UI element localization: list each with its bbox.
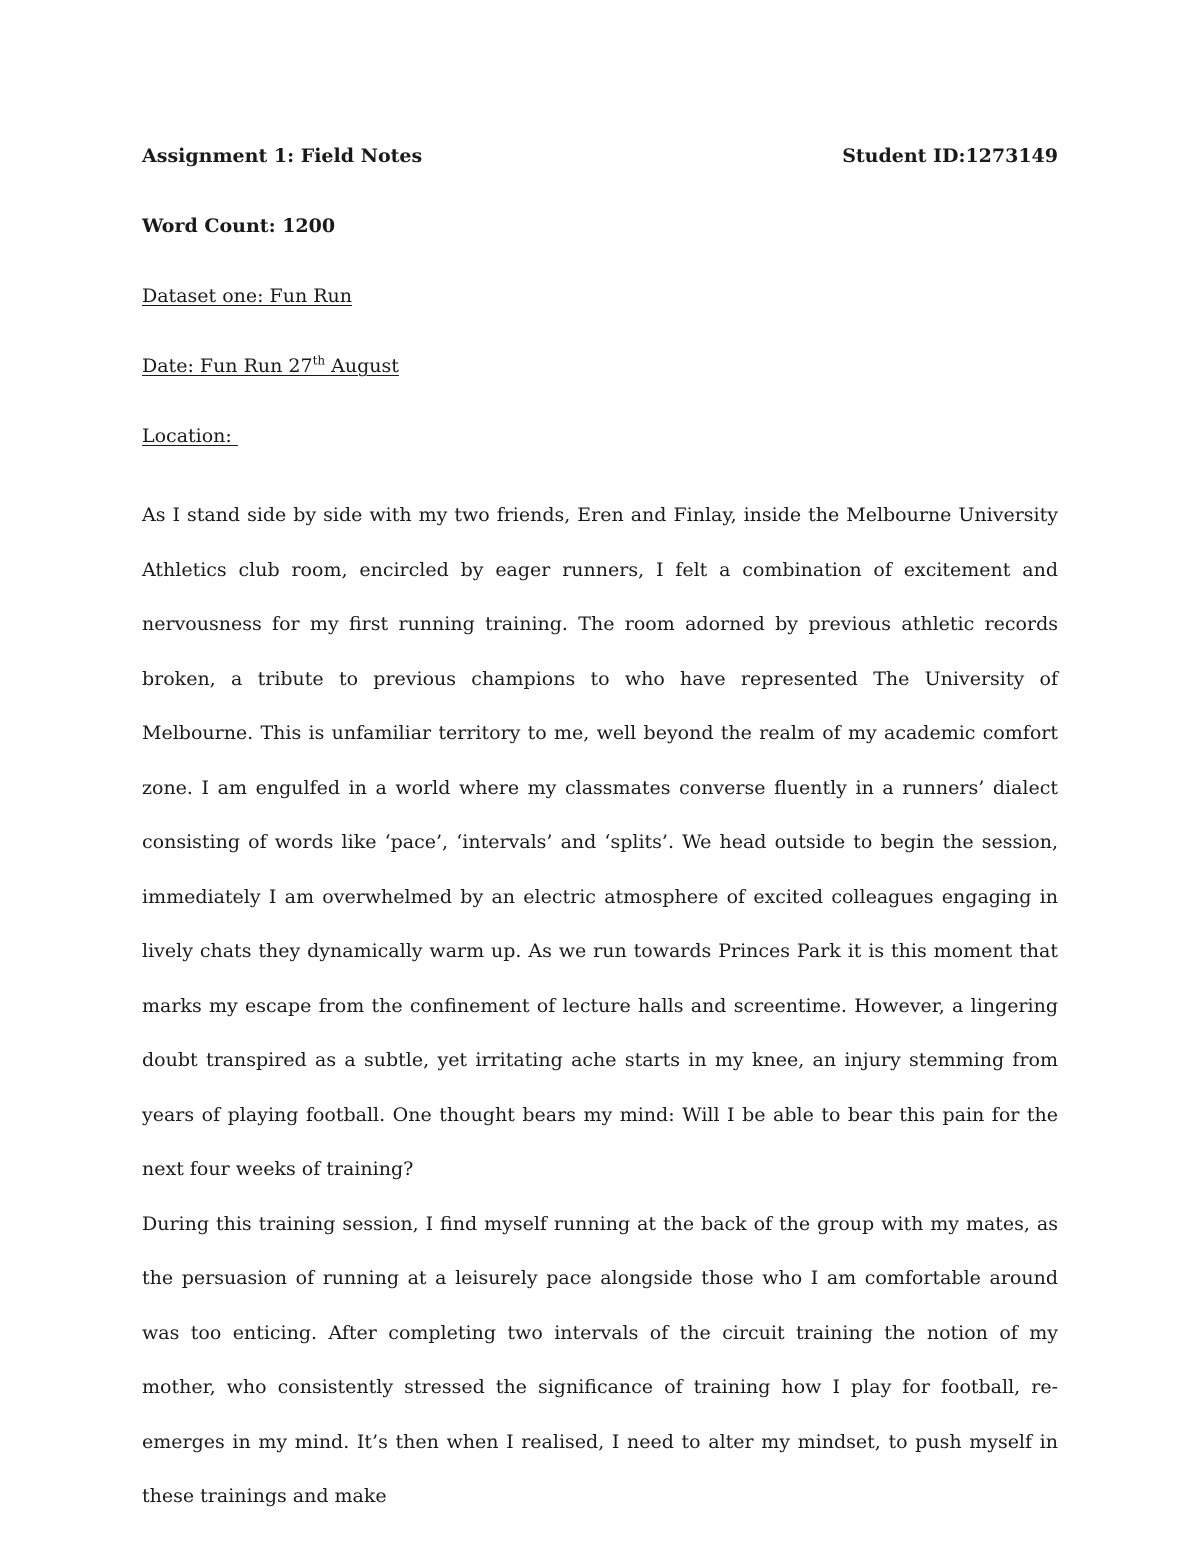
student-id: Student ID:1273149: [842, 145, 1058, 167]
date-ordinal: th: [312, 353, 326, 368]
dataset-heading: Dataset one: Fun Run: [142, 285, 353, 307]
date-heading: [142, 348, 1058, 384]
assignment-title: Assignment 1: Field Notes: [142, 145, 423, 167]
paragraph-2: During this training session, I find myself running at the back of the group with my mates, as the persuasion of running at a leisurely pace alongside those who I am comfortable around was too enticing. After completing two intervals of the circuit training the notion of my mother, who consistently stressed the significance of training how I play for football, re-emerges in my mind. It’s then when I realised, I need to alter my mindset, to push myself in these trainings and make: [142, 1212, 1058, 1507]
paragraph-1: As I stand side by side with my two friends, Eren and Finlay, inside the Melbourne University Athletics club room, encircled by eager runners, I felt a combination of excitement and nervousness for my first running training. The room adorned by previous athletic records broken, a tribute to previous champions to who have represented The University of Melbourne. This is unfamiliar territory to me, well beyond the realm of my academic comfort zone. I am engulfed in a world where my classmates converse fluently in a runners’ dialect consisting of words like ‘pace’, ‘intervals’ and ‘splits’. We head outside to begin the session, immediately I am overwhelmed by an electric atmosphere of excited colleagues engaging in lively chats they dynamically warm up. As we run towards Princes Park it is this moment that marks my escape from the confinement of lecture halls and screentime. However, a lingering doubt transpired as a subtle, yet irritating ache starts in my knee, an injury stemming from years of playing football. One thought bears my mind: Will I be able to bear this pain for the next four weeks of training?: [142, 504, 1058, 1180]
date-prefix: Date: Fun Run 27: [142, 355, 313, 377]
location-heading: Location:: [142, 425, 238, 447]
word-count: Word Count: 1200: [142, 215, 336, 237]
document-page: [142, 138, 1058, 1524]
document-header: [142, 138, 1058, 174]
date-suffix: August: [325, 355, 399, 377]
